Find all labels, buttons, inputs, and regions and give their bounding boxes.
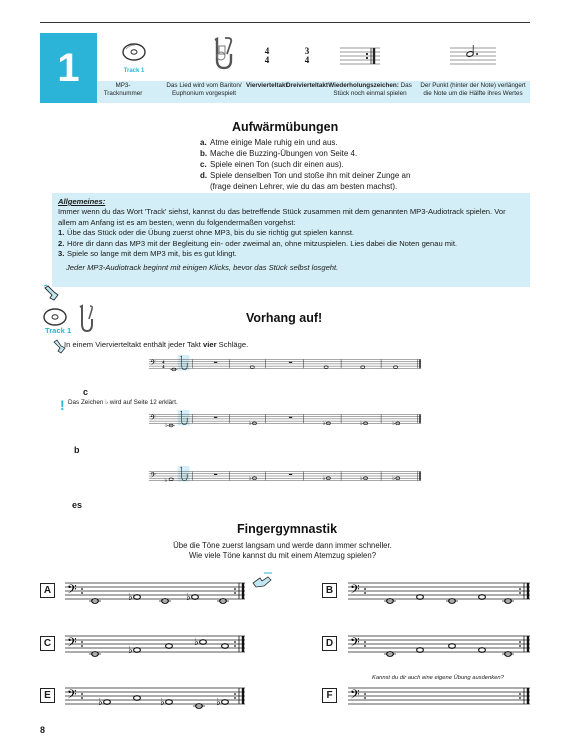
vorhang-intro xyxy=(64,340,248,349)
flat-sign-icon xyxy=(165,420,395,429)
svg-text:♭: ♭ xyxy=(164,477,168,485)
legend-caption-dot-text: Der Punkt (hinter der Note) verlängert die Note um die Hälfte ihres Wertes xyxy=(420,82,526,97)
legend-dotted-note xyxy=(450,45,496,72)
warmup-item-text: Spiele einen Ton (such dir einen aus). xyxy=(210,160,344,169)
baritone-icon xyxy=(207,36,233,72)
legend-header xyxy=(40,33,530,103)
warmup-title: Aufwärmübungen xyxy=(232,120,339,134)
music-staff-1 xyxy=(40,355,530,375)
bass-clef-icon: 𝄢 xyxy=(150,471,156,482)
warmup-item-text: Mache die Buzzing-Übungen von Seite 4. xyxy=(210,149,358,158)
flat-sign-icon: ♭ xyxy=(128,592,133,603)
warmup-item-letter: a. xyxy=(200,138,207,147)
svg-text:♭: ♭ xyxy=(165,422,168,430)
legend-caption-34 xyxy=(286,82,328,90)
bass-clef-icon: 𝄢 xyxy=(67,582,77,600)
bass-clef-icon: 𝄢 xyxy=(350,582,360,600)
legend-caption-baritone-text: Das Lied wird vom Bariton/ Euphonium vorgespielt xyxy=(166,82,242,97)
flat-sign-icon: ♭ xyxy=(160,697,165,708)
bass-clef-icon: 𝄢 xyxy=(150,414,156,425)
warmup-item xyxy=(200,170,420,192)
exercise-staff-b xyxy=(348,577,530,605)
flat-sign-icon xyxy=(164,475,395,484)
exercise-label-a: A xyxy=(40,583,55,598)
legend-repeat xyxy=(340,45,380,72)
warmup-item-letter: d. xyxy=(200,171,208,180)
legend-caption-repeat-text: Das Stück noch einmal spielen xyxy=(333,82,412,97)
warmup-item xyxy=(200,159,420,170)
exercise-staff-e xyxy=(65,682,245,710)
legend-34-top: 3 xyxy=(304,46,310,56)
legend-44-top: 4 xyxy=(264,46,270,56)
info-step-number: 2. xyxy=(58,238,65,248)
pointing-hand-icon xyxy=(250,571,274,591)
lesson-number: 1 xyxy=(40,33,97,103)
legend-baritone xyxy=(200,36,240,77)
legend-44-bottom: 4 xyxy=(264,55,270,65)
note-name-b: b xyxy=(74,445,80,455)
info-intro: Immer wenn du das Wort 'Track' siehst, kannst du das betreffende Stück zusammen mit dem genannten MP3-Audiotrack spielen. Vor allem am Anfang ist es am besten, wenn du folgendermaßen vorgehst: xyxy=(58,207,506,227)
svg-text:♭: ♭ xyxy=(360,474,363,482)
svg-text:♭: ♭ xyxy=(248,420,252,427)
legend-time-34 xyxy=(302,47,312,65)
flat-sign-note: Das Zeichen ♭ wird auf Seite 12 erklärt. xyxy=(68,399,178,406)
legend-caption-baritone xyxy=(158,82,250,98)
exclamation-icon: ! xyxy=(60,397,65,413)
exercise-label-e: E xyxy=(40,688,55,703)
legend-caption-track-text: MP3-Tracknummer xyxy=(103,82,143,97)
legend-caption-track xyxy=(103,82,143,98)
info-step-number: 1. xyxy=(58,228,65,238)
staff2-notes xyxy=(165,422,400,430)
flat-sign-icon: ♭ xyxy=(186,592,191,603)
legend-caption-dot xyxy=(416,82,530,98)
warmup-item-letter: b. xyxy=(200,149,208,158)
exercise-staff-f-empty xyxy=(348,682,530,710)
exercise-staff-c xyxy=(65,630,245,658)
note-name-es: es xyxy=(72,500,83,510)
cd-icon xyxy=(42,307,68,327)
info-step xyxy=(58,249,524,259)
svg-text:♭: ♭ xyxy=(392,420,396,427)
warmup-item-text: Atme einige Male ruhig ein und aus. xyxy=(210,138,338,147)
bass-clef-icon: 𝄢 xyxy=(350,687,360,705)
info-step xyxy=(58,239,524,249)
exercise-label-b: B xyxy=(322,583,337,598)
music-staff-2 xyxy=(40,410,530,430)
exercise-label-f: F xyxy=(322,688,337,703)
svg-text:♭: ♭ xyxy=(322,420,326,427)
warmup-item-letter: c. xyxy=(200,160,207,169)
legend-34-bottom: 4 xyxy=(304,55,310,65)
exercise-staff-a xyxy=(65,577,245,605)
top-rule xyxy=(40,22,530,23)
info-step-text: Übe das Stück oder die Übung zuerst ohne MP3, bis du sie richtig gut spielen kannst. xyxy=(67,228,355,238)
staff1-time-top: 4 xyxy=(162,359,165,365)
info-box xyxy=(52,193,530,287)
baritone-icon xyxy=(74,304,94,334)
svg-text:♭: ♭ xyxy=(248,474,252,482)
staff3-notes xyxy=(169,474,400,482)
info-step-text: Spiele so lange mit dem MP3 mit, bis es gut klingt. xyxy=(67,249,237,259)
note-name-c: c xyxy=(83,387,89,397)
vorhang-intro-after: Schläge. xyxy=(216,340,249,349)
finger-line2: Wie viele Töne kannst du mit einem Atemzug spielen? xyxy=(188,551,377,560)
warmup-list xyxy=(200,137,420,192)
bass-clef-icon: 𝄢 xyxy=(350,635,360,653)
finger-title: Fingergymnastik xyxy=(237,522,338,536)
flat-sign-icon: ♭ xyxy=(216,697,221,708)
legend-track xyxy=(106,41,162,74)
svg-text:♭: ♭ xyxy=(360,420,363,427)
legend-caption-34-text: Dreivierteltakt xyxy=(286,82,328,89)
legend-caption-44 xyxy=(246,82,288,90)
legend-caption-44-text: Viervierteltakt xyxy=(246,82,288,89)
vorhang-intro-before: In einem Viervierteltakt enthält jeder Takt xyxy=(64,340,204,349)
svg-text:♭: ♭ xyxy=(322,474,326,482)
dotted-half-note-icon xyxy=(450,45,496,67)
bass-clef-icon: 𝄢 xyxy=(150,359,156,370)
bass-clef-icon: 𝄢 xyxy=(67,687,77,705)
legend-track-label: Track 1 xyxy=(123,68,145,74)
exercise-label-c: C xyxy=(40,636,55,651)
warmup-item-text: Spiele denselben Ton und stoße ihn mit deiner Zunge an (frage deinen Lehrer, wie du das am besten machst). xyxy=(210,171,411,191)
staff1-time-bottom: 4 xyxy=(162,363,165,369)
legend-time-44 xyxy=(262,47,272,65)
page-number: 8 xyxy=(40,725,46,735)
cd-icon xyxy=(121,41,147,63)
info-step-number: 3. xyxy=(58,249,65,259)
info-step xyxy=(58,228,524,238)
music-staff-3 xyxy=(40,466,530,486)
repeat-sign-icon xyxy=(340,45,380,67)
info-step-text: Höre dir dann das MP3 mit der Begleitung ein- oder zweimal an, ohne mitzuspielen. Lies dabei die Noten genau mit. xyxy=(67,238,458,248)
info-note: Jeder MP3-Audiotrack beginnt mit einigen Klicks, bevor das Stück selbst losgeht. xyxy=(66,263,339,273)
legend-caption-repeat-bold: Wiederholungszeichen: xyxy=(328,82,399,89)
svg-text:♭: ♭ xyxy=(392,474,396,482)
vorhang-track-label: Track 1 xyxy=(45,326,72,335)
vorhang-title: Vorhang auf! xyxy=(246,311,323,325)
bass-clef-icon: 𝄢 xyxy=(67,635,77,653)
finger-line1: Übe die Töne zuerst langsam und werde dann immer schneller. xyxy=(173,541,392,550)
vorhang-intro-bold: vier xyxy=(203,340,217,349)
legend-caption-repeat xyxy=(324,82,416,98)
warmup-item xyxy=(200,137,420,148)
exercise-f-hint: Kannst du dir auch eine eigene Übung ausdenken? xyxy=(372,675,504,681)
exercise-label-d: D xyxy=(322,636,337,651)
flat-sign-icon: ♭ xyxy=(98,697,103,708)
pointing-hand-icon xyxy=(42,284,60,302)
info-title: Allgemeines: xyxy=(58,197,106,206)
flat-sign-icon: ♭ xyxy=(194,637,199,648)
flat-sign-icon: ♭ xyxy=(128,645,133,656)
exercise-staff-d xyxy=(348,630,530,658)
warmup-item xyxy=(200,148,420,159)
